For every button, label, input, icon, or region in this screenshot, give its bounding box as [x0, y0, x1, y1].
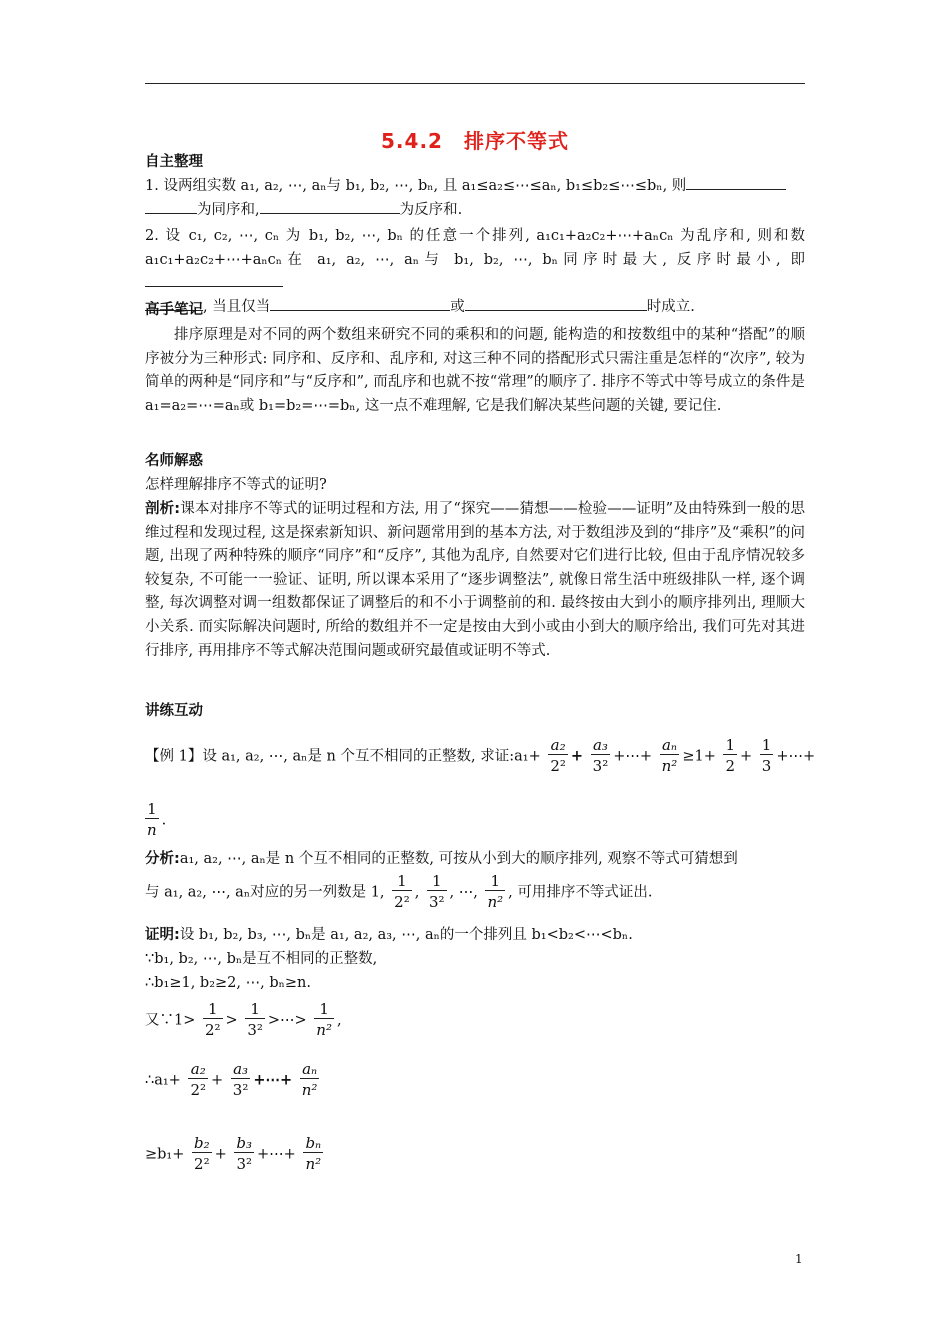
proof-text-1: 设 b₁, b₂, b₃, ⋯, bₙ是 a₁, a₂, a₃, ⋯, aₙ的一个排列且 b₁<b₂<⋯<bₙ. [179, 927, 633, 943]
plus-sign: + [570, 747, 584, 765]
item-2-when: , 当且仅当 [203, 298, 271, 315]
plus-sign-4: + [214, 1146, 227, 1163]
fraction-1-over-3sq: $\frac{1}{\text{3²}}$ [428, 872, 445, 911]
proof-line-5 [145, 1060, 322, 1101]
plus-sign-3: + [211, 1072, 224, 1089]
blank-1[interactable] [686, 175, 786, 190]
proof-text-6a: ≥b₁+ [145, 1146, 185, 1163]
fraction-b3-over-3sq: $\frac{\text{b₃}}{\text{3²}}$ [236, 1134, 253, 1173]
fraction-a2-over-2sq-b: $\frac{\text{a₂}}{\text{2²}}$ [190, 1060, 207, 1099]
fraction-1-over-nsq: $\frac{1}{\text{n²}}$ [487, 872, 504, 911]
analysis-label: 剖析: [145, 501, 181, 517]
proof-line-2: ∵b₁, b₂, ⋯, bₙ是互不相同的正整数, [145, 951, 378, 967]
example-geq: ≥1+ [682, 748, 716, 765]
example-label: 【例 1】 [145, 748, 203, 765]
example-dots: +⋯+ [613, 748, 653, 765]
plus-sign-2: + [740, 748, 753, 765]
example-stem: 设 a₁, a₂, ⋯, aₙ是 n 个互不相同的正整数, 求证: [202, 748, 515, 765]
blank-4[interactable] [145, 272, 283, 287]
blank-3[interactable] [260, 199, 400, 214]
item-2-text: 2. 设 c₁, c₂, ⋯, cₙ 为 b₁, b₂, ⋯, bₙ 的任意一个排列, a₁c₁+a₂c₂+⋯+aₙcₙ 为乱序和, 则和数 a₁c₁+a₂c₂+⋯+aₙcₙ在 a₁, a₂, ⋯, aₙ与 b₁, b₂, ⋯, bₙ同序时最大, 反序时最小, 即 [145, 228, 805, 268]
page-title: 5.4.2 排序不等式 [381, 129, 569, 153]
fraction-an-over-nsq: $\frac{\text{aₙ}}{\text{n²}}$ [661, 736, 678, 775]
proof-line-3: ∴b₁≥1, b₂≥2, ⋯, bₙ≥n. [145, 975, 311, 991]
fenxi-label: 分析: [145, 851, 180, 867]
item-1-same-order: 为同序和, [197, 201, 260, 218]
fraction-bn-over-nsq: $\frac{\text{bₙ}}{\text{n²}}$ [305, 1134, 322, 1173]
fraction-1-over-3sq-b: $\frac{1}{\text{3²}}$ [247, 1000, 263, 1039]
section-heading-self: 自主整理 [145, 154, 203, 170]
dots-2: +⋯+ [253, 1071, 293, 1089]
gt-sign: > [225, 1012, 238, 1029]
fraction-1-over-2sq-b: $\frac{1}{\text{2²}}$ [204, 1000, 221, 1039]
example-1-line [145, 736, 815, 777]
proof-text-4-end: , [336, 1012, 342, 1029]
fenxi-text-2a: 与 a₁, a₂, ⋯, aₙ对应的另一列数是 1, [145, 884, 385, 901]
fraction-1-over-n: $\frac{1}{n}$ [147, 800, 157, 839]
fraction-a3-over-3sq: $\frac{\text{a₃}}{\text{3²}}$ [592, 736, 609, 775]
fenxi-text-2b: , 可用排序不等式证出. [508, 884, 653, 901]
notes-paragraph: 排序原理是对不同的两个数组来研究不同的乘积和的问题, 能构造的和按数组中的某种“搭配”的顺序被分为三种形式: 同序和、反序和、乱序和, 对这三种不同的搭配形式只需注重是怎样的“次序”, 较为简单的两种是“同序和”与“反序和”, 而乱序和也就不按“常理”的顺序了. 排序不等式中等号成立的条件是 a₁=a₂=⋯=aₙ或 b₁=b₂=⋯=bₙ, 这一点不难理解, 它是我们解决某些问题的关键, 要记住. [145, 327, 805, 414]
section-heading-teacher: 名师解惑 [145, 453, 203, 469]
fraction-1-over-2: $\frac{1}{2}$ [725, 736, 736, 775]
example-lhs-start: a₁+ [514, 748, 541, 765]
item-2-or: 或 [450, 298, 465, 315]
fraction-1-over-nsq-b: $\frac{1}{\text{n²}}$ [316, 1000, 332, 1039]
question-text: 怎样理解排序不等式的证明? [145, 477, 327, 493]
example-tail: +⋯+ [776, 748, 816, 765]
proof-text-5a: ∴a₁+ [145, 1072, 181, 1089]
section-heading-notes: 高手笔记 [145, 302, 203, 318]
example-1-continuation [145, 800, 166, 841]
analysis-text: 课本对排序不等式的证明过程和方法, 用了“探究——猜想——检验——证明”及由特殊到一般的思维过程和发现过程, 这是探索新知识、新问题常用到的基本方法, 对于数组涉及到的“排序”及“乘积”的问题, 出现了两种特殊的顺序“同序”和“反序”, 其他为乱序, 自然要对它们进行比较, 但由于乱序情况较多较复杂, 不可能一一验证、证明, 所以课本采用了“逐步调整法”, 就像日常生活中班级排队一样, 逐个调整, 每次调整对调一组数都保证了调整后的和不小于调整前的和. 最终按由大到小的顺序排列出, 理顺大小关系. 而实际解决问题时, 所给的数组并不一定是按由大到小或由小到大的顺序给出, 我们可先对其进行排序, 再用排序不等式解决范围问题或研究最值或证明不等式. [145, 501, 805, 659]
fraction-a3-over-3sq-b: $\frac{\text{a₃}}{\text{3²}}$ [232, 1060, 249, 1099]
proof-label: 证明: [145, 927, 180, 943]
example-end: . [161, 812, 167, 829]
ellipsis: , ⋯, [449, 884, 478, 901]
fraction-an-over-nsq-b: $\frac{\text{aₙ}}{\text{n²}}$ [301, 1060, 318, 1099]
gt-dots: >⋯> [267, 1012, 307, 1029]
dots-3: +⋯+ [257, 1146, 296, 1163]
comma: , [414, 884, 420, 901]
fraction-1-over-2sq: $\frac{1}{\text{2²}}$ [394, 872, 410, 911]
item-2-holds: 时成立. [646, 298, 695, 315]
item-1 [145, 175, 805, 222]
proof-line-1 [145, 924, 805, 948]
fenxi-line-1 [145, 848, 805, 872]
fraction-1-over-3: $\frac{1}{3}$ [761, 736, 772, 775]
proof-text-4a: 又∵1> [145, 1012, 196, 1029]
proof-line-6 [145, 1134, 326, 1175]
fenxi-text-1: a₁, a₂, ⋯, aₙ是 n 个互不相同的正整数, 可按从小到大的顺序排列, 观察不等式可猜想到 [179, 851, 738, 867]
analysis-paragraph [145, 498, 805, 663]
item-1-reverse-order: 为反序和. [399, 201, 463, 218]
fenxi-line-2 [145, 872, 652, 913]
header-rule [145, 83, 805, 84]
fraction-b2-over-2sq: $\frac{\text{b₂}}{\text{2²}}$ [194, 1134, 210, 1173]
item-1-text: 1. 设两组实数 a₁, a₂, ⋯, aₙ与 b₁, b₂, ⋯, bₙ, 且 a₁≤a₂≤⋯≤aₙ, b₁≤b₂≤⋯≤bₙ, 则 [145, 178, 687, 194]
section-heading-practice: 讲练互动 [145, 703, 203, 719]
proof-line-4 [145, 1000, 342, 1041]
page-number: 1 [795, 1252, 803, 1266]
blank-2[interactable] [145, 199, 197, 214]
fraction-a2-over-2sq: $\frac{\text{a₂}}{\text{2²}}$ [550, 736, 566, 775]
